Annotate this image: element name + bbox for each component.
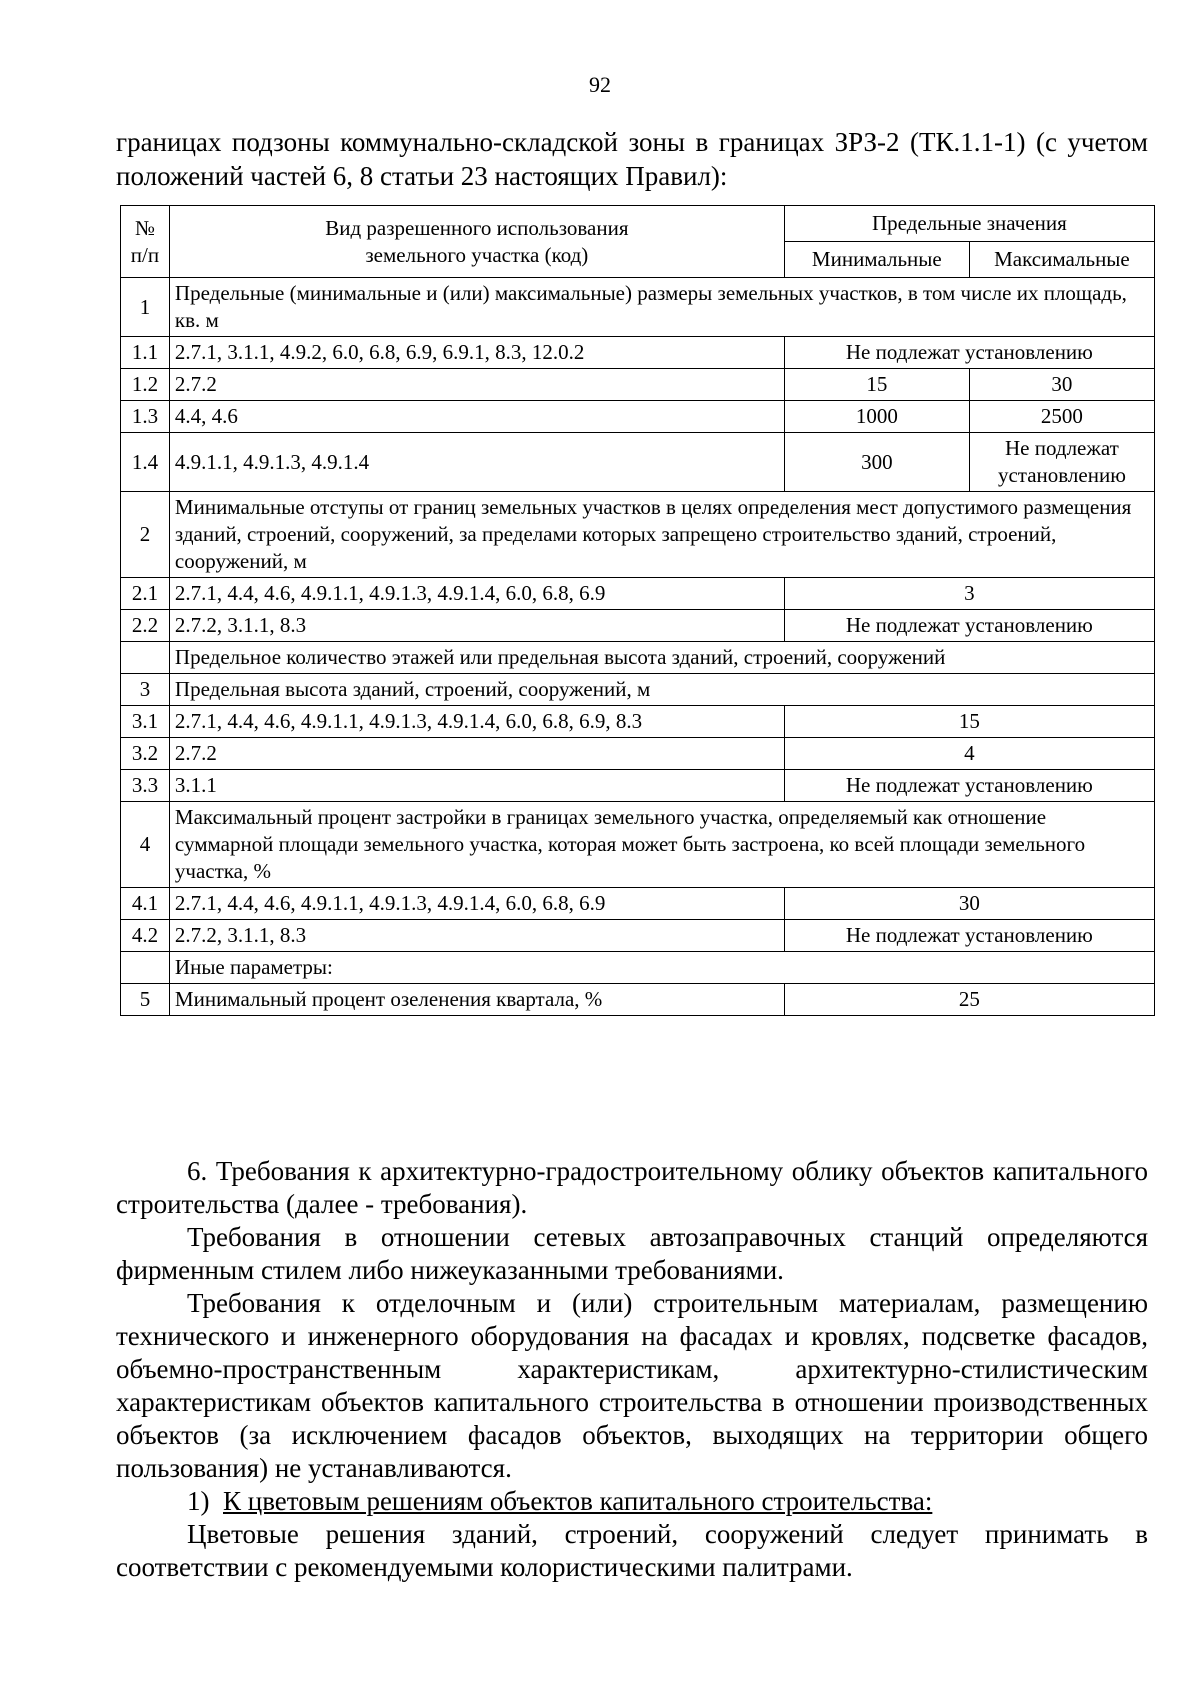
row-codes: 2.7.1, 4.4, 4.6, 4.9.1.1, 4.9.1.3, 4.9.1.4, 6.0, 6.8, 6.9 [169,578,784,610]
list-item-color [116,1485,1148,1518]
row-number: 3.1 [121,706,170,738]
row-number: 4.2 [121,920,170,952]
paragraph-materials: Требования к отделочным и (или) строительным материалам, размещению технического и инженерного оборудования на фасадах и кровлях, подсветке фасадов, объемно-пространственным характеристикам, архитектурно-стилистическим характеристикам объектов капитального строительства в отношении производственных объектов (за исключением фасадов объектов, выходящих на территории общего пользования) не устанавливаются. [116,1288,1148,1483]
row-number: 1.2 [121,369,170,401]
row-number: 2 [121,492,170,578]
table-row [121,706,1155,738]
row-number: 3 [121,674,170,706]
row-max: Не подлежат установлению [969,433,1154,492]
row-section-text: Предельная высота зданий, строений, сооружений, м [169,674,1154,706]
table-row [121,610,1155,642]
row-codes: 2.7.2 [169,369,784,401]
row-section-text: Предельное количество этажей или предельная высота зданий, строений, сооружений [169,642,1154,674]
row-codes: 2.7.1, 4.4, 4.6, 4.9.1.1, 4.9.1.3, 4.9.1.4, 6.0, 6.8, 6.9 [169,888,784,920]
table-row [121,984,1155,1016]
table-header-row [121,206,1155,242]
row-section-text: Максимальный процент застройки в границах земельного участка, определяемый как отношение суммарной площади земельного участка, которая может быть застроена, ко всей площади земельного участка, % [169,802,1154,888]
body-text [116,1155,1148,1584]
row-value: 3 [784,578,1154,610]
table-row [121,492,1155,578]
row-number: 1.4 [121,433,170,492]
parameters-table [120,205,1155,1016]
row-codes: 2.7.2, 3.1.1, 8.3 [169,920,784,952]
row-number: 5 [121,984,170,1016]
row-value: Не подлежат установлению [784,920,1154,952]
row-number: 4.1 [121,888,170,920]
row-number: 3.2 [121,738,170,770]
row-value: 30 [784,888,1154,920]
table-body [121,206,1155,1016]
row-section-text: Иные параметры: [169,952,1154,984]
intro-paragraph: границах подзоны коммунально-складской зоны в границах ЗРЗ-2 (ТК.1.1-1) (с учетом положений частей 6, 8 статьи 23 настоящих Правил): [116,127,1148,191]
row-min: 15 [784,369,969,401]
table-row [121,433,1155,492]
table-row [121,738,1155,770]
row-codes: 4.9.1.1, 4.9.1.3, 4.9.1.4 [169,433,784,492]
row-max: 30 [969,369,1154,401]
row-number: 3.3 [121,770,170,802]
table-row [121,401,1155,433]
paragraph-requirements: 6. Требования к архитектурно-градостроительному облику объектов капитального строительства (далее - требования). [116,1156,1148,1219]
header-limits: Предельные значения [784,206,1154,242]
row-value: Не подлежат установлению [784,770,1154,802]
row-number: 1.1 [121,337,170,369]
page-number: 92 [589,72,611,97]
row-min: 300 [784,433,969,492]
table-row [121,278,1155,337]
paragraph-gas-stations: Требования в отношении сетевых автозаправочных станций определяются фирменным стилем либо нижеуказанными требованиями. [116,1222,1148,1285]
row-number: 4 [121,802,170,888]
table-row [121,369,1155,401]
row-number: 2.1 [121,578,170,610]
row-max: 2500 [969,401,1154,433]
row-value: Не подлежат установлению [784,610,1154,642]
row-value: 4 [784,738,1154,770]
table-row [121,337,1155,369]
row-codes: 2.7.2, 3.1.1, 8.3 [169,610,784,642]
table-row [121,952,1155,984]
row-number: 1 [121,278,170,337]
row-number: 2.2 [121,610,170,642]
header-kind: Вид разрешенного использования земельного участка (код) [169,206,784,278]
row-codes: 4.4, 4.6 [169,401,784,433]
row-codes: 3.1.1 [169,770,784,802]
row-codes: 2.7.1, 4.4, 4.6, 4.9.1.1, 4.9.1.3, 4.9.1.4, 6.0, 6.8, 6.9, 8.3 [169,706,784,738]
row-number [121,952,170,984]
table-row [121,674,1155,706]
row-min: 1000 [784,401,969,433]
header-max: Максимальные [969,242,1154,278]
table-row [121,888,1155,920]
row-number [121,642,170,674]
table-row [121,770,1155,802]
header-num: № п/п [121,206,170,278]
row-number: 1.3 [121,401,170,433]
list-number: 1) [187,1486,210,1516]
row-value: Не подлежат установлению [784,337,1154,369]
row-section-text: Минимальные отступы от границ земельных участков в целях определения мест допустимого размещения зданий, строений, сооружений, за пределами которых запрещено строительство зданий, строений, сооружений, м [169,492,1154,578]
table-row [121,578,1155,610]
table-row [121,802,1155,888]
table-row [121,642,1155,674]
row-codes: 2.7.1, 3.1.1, 4.9.2, 6.0, 6.8, 6.9, 6.9.1, 8.3, 12.0.2 [169,337,784,369]
paragraph-colors: Цветовые решения зданий, строений, сооружений следует принимать в соответствии с рекомендуемыми колористическими палитрами. [116,1519,1148,1582]
row-section-text: Предельные (минимальные и (или) максимальные) размеры земельных участков, в том числе их площадь, кв. м [169,278,1154,337]
row-codes: Минимальный процент озеленения квартала, % [169,984,784,1016]
row-value: 15 [784,706,1154,738]
row-codes: 2.7.2 [169,738,784,770]
row-value: 25 [784,984,1154,1016]
table-row [121,920,1155,952]
list-heading: К цветовым решениям объектов капитального строительства: [223,1486,933,1516]
header-min: Минимальные [784,242,969,278]
